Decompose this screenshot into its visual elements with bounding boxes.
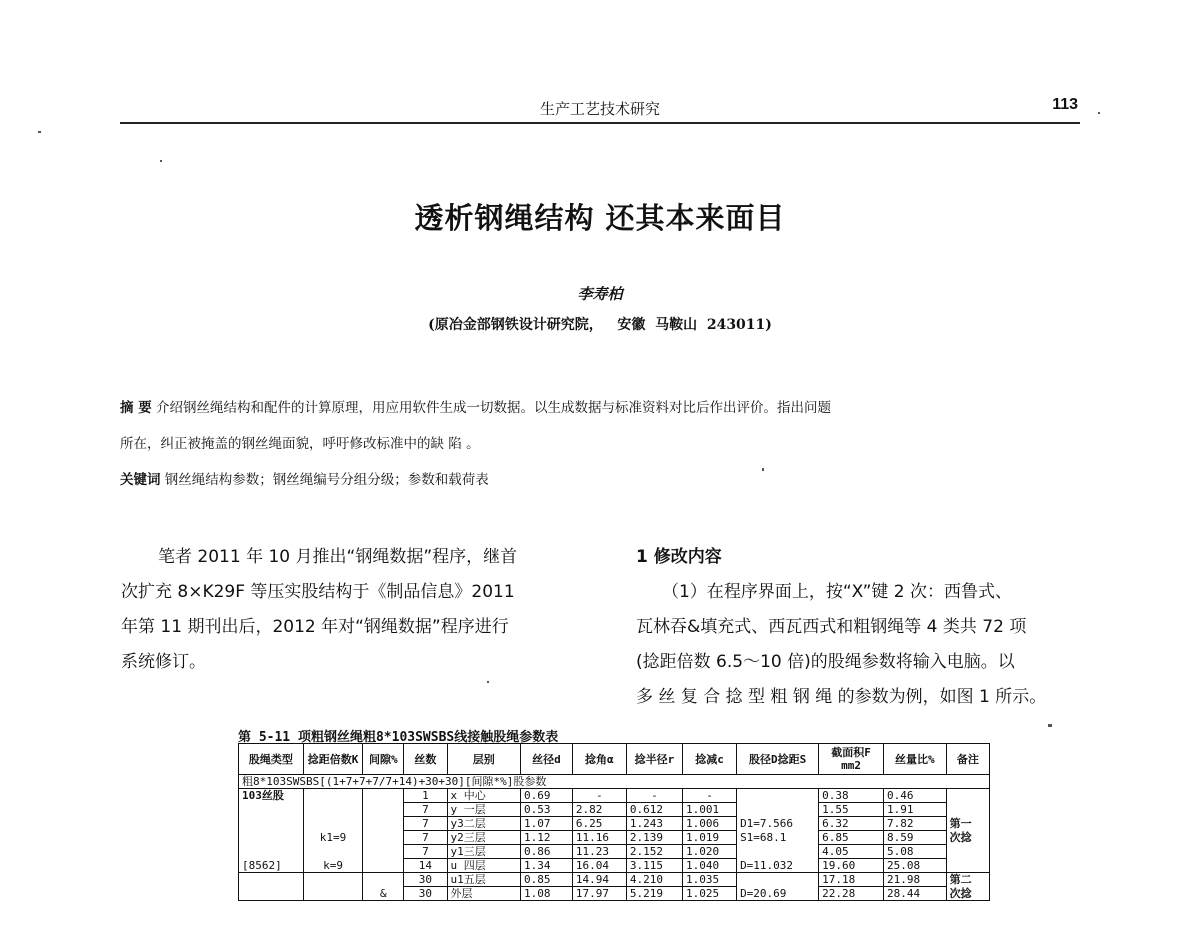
scan-speck xyxy=(38,131,41,133)
header-wire-count: 丝数 xyxy=(404,744,447,775)
table-row: 30 u1五层 0.85 14.94 4.210 1.035 17.18 21.98 第二 xyxy=(239,873,990,887)
running-header xyxy=(120,96,1080,124)
strand-code-cell: [8562] xyxy=(239,859,304,873)
d3-cell: D=20.69 xyxy=(737,887,819,901)
keywords-label: 关键词 xyxy=(120,472,161,488)
k1-cell: k1=9 xyxy=(303,831,362,845)
body-right-line-3: (捻距倍数 6.5～10 倍)的股绳参数将输入电脑。以 xyxy=(636,652,1015,672)
body-right-line-1: （1）在程序界面上，按“X”键 2 次：西鲁式、 xyxy=(662,582,1013,602)
header-strand-type: 股绳类型 xyxy=(239,744,304,775)
table-header-row xyxy=(239,744,990,775)
abstract-label: 摘 要 xyxy=(120,400,152,416)
header-remark: 备注 xyxy=(946,744,989,775)
table-row: 7 y 一层 0.53 2.82 0.612 1.001 1.55 1.91 xyxy=(239,803,990,817)
spec-cell: 粗8*103SWSBS[(1+7+7+7/7+14)+30+30][间隙*%]股参数 xyxy=(239,775,990,789)
author-name: 李寿柏 xyxy=(577,285,623,303)
header-lay-multiple: 捻距倍数K xyxy=(303,744,362,775)
scan-speck xyxy=(487,681,489,683)
gap-cell: & xyxy=(363,887,404,901)
d2-cell: D=11.032 xyxy=(737,859,819,873)
body-left-line-4: 系统修订。 xyxy=(121,652,206,672)
abstract-text-1: 介绍钢丝绳结构和配件的计算原理，用应用软件生成一切数据。以生成数据与标准资料对比后作出评价。指出问题 xyxy=(156,400,831,416)
note-second-twist-1: 第二 xyxy=(946,873,989,887)
author-affiliation: (原冶金部钢铁设计研究院， 安徽 马鞍山 243011) xyxy=(428,317,772,333)
strand-type-cell: 103丝股 xyxy=(239,789,304,803)
header-wire-ratio: 丝量比% xyxy=(884,744,947,775)
table-spec-row xyxy=(239,775,990,789)
body-left-line-3: 年第 11 期刊出后，2012 年对“钢绳数据”程序进行 xyxy=(121,617,509,637)
body-right-line-4: 多 丝 复 合 捻 型 粗 钢 绳 的参数为例，如图 1 所示。 xyxy=(636,687,1047,707)
header-lay-factor: 捻减c xyxy=(683,744,737,775)
header-wire-diameter: 丝径d xyxy=(520,744,572,775)
table-row: [8562] k=9 14 u 四层 1.34 16.04 3.115 1.040 D=11.032 19.60 25.08 xyxy=(239,859,990,873)
table-caption: 第 5-11 项粗钢丝绳粗8*103SWSBS线接触股绳参数表 xyxy=(238,730,559,745)
d1-cell: D1=7.566 xyxy=(737,817,819,831)
abstract-line-1 xyxy=(120,398,1120,418)
table-row: 103丝股 1 x 中心 0.69 - - - 0.38 0.46 xyxy=(239,789,990,803)
scan-speck xyxy=(1098,112,1100,114)
body-left-line-2: 次扩充 8×K29F 等压实股结构于《制品信息》2011 xyxy=(121,582,515,602)
body-right-line-2: 瓦林吞&填充式、西瓦西式和粗钢绳等 4 类共 72 项 xyxy=(636,617,1027,637)
table-row: 7 y3二层 1.07 6.25 1.243 1.006 D1=7.566 6.32 7.82 第一 xyxy=(239,817,990,831)
page-number: 113 xyxy=(1052,96,1078,113)
keywords-text: 钢丝绳结构参数；钢丝绳编号分组分级；参数和载荷表 xyxy=(164,472,489,488)
keywords-line xyxy=(120,470,1120,490)
table-row: k1=9 7 y2三层 1.12 11.16 2.139 1.019 S1=68.1 6.85 8.59 次捻 xyxy=(239,831,990,845)
s1-cell: S1=68.1 xyxy=(737,831,819,845)
note-second-twist-2: 次捻 xyxy=(946,887,989,901)
header-lay-radius: 捻半径r xyxy=(626,744,682,775)
scan-speck xyxy=(1048,724,1052,727)
article-title: 透析钢绳结构 还其本来面目 xyxy=(414,201,786,235)
header-lay-angle: 捻角α xyxy=(572,744,626,775)
note-first-twist-1: 第一 xyxy=(946,817,989,831)
header-strand-diameter: 股径D捻距S xyxy=(737,744,819,775)
header-layer: 层别 xyxy=(447,744,520,775)
header-section-area: 截面积F mm2 xyxy=(819,744,884,775)
strand-parameter-table xyxy=(238,743,990,901)
body-left-line-1: 笔者 2011 年 10 月推出“钢绳数据”程序，继首 xyxy=(158,547,518,567)
table-row: 7 y1三层 0.86 11.23 2.152 1.020 4.05 5.08 xyxy=(239,845,990,859)
table-row: & 30 外层 1.08 17.97 5.219 1.025 D=20.69 22.28 28.44 次捻 xyxy=(239,887,990,901)
k2-cell: k=9 xyxy=(303,859,362,873)
section-heading: 1 修改内容 xyxy=(636,547,722,567)
journal-name: 生产工艺技术研究 xyxy=(539,100,660,118)
note-first-twist-2: 次捻 xyxy=(946,831,989,845)
header-gap: 间隙% xyxy=(363,744,404,775)
scan-speck xyxy=(160,160,162,162)
abstract-line-2: 所在，纠正被掩盖的钢丝绳面貌，呼吁修改标准中的缺 陷 。 xyxy=(120,436,480,452)
